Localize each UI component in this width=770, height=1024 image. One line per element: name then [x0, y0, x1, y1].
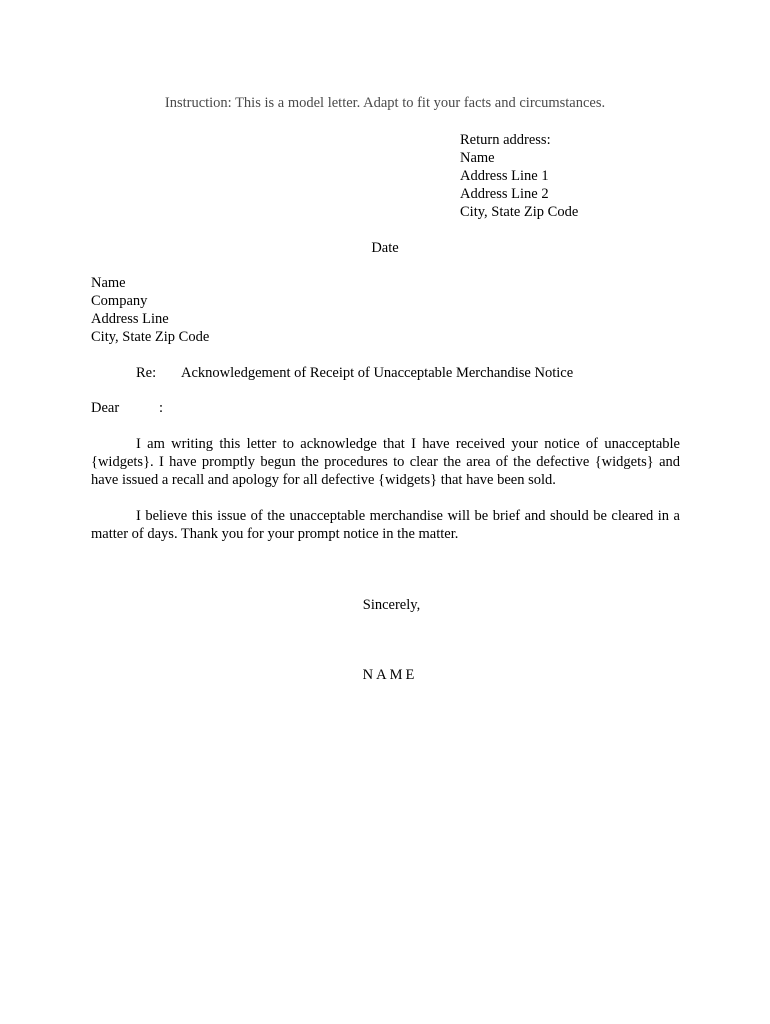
return-address-line-2: Address Line 2: [460, 186, 549, 202]
return-address-city-state-zip: City, State Zip Code: [460, 204, 579, 220]
return-address-block: [460, 131, 578, 221]
re-label: Re:: [136, 365, 157, 381]
letter-date: Date: [371, 240, 399, 256]
re-subject: Acknowledgement of Receipt of Unacceptable Merchandise Notice: [181, 365, 574, 381]
instruction-note: Instruction: This is a model letter. Adapt to fit your facts and circumstances.: [164, 95, 606, 111]
body-paragraph-2: I believe this issue of the unacceptable merchandise will be brief and should be cleared in a matter of days. Thank you for your prompt notice in the matter.: [91, 508, 680, 542]
salutation-colon: :: [159, 400, 164, 416]
return-address-name: Name: [460, 150, 495, 166]
body-paragraph-1: I am writing this letter to acknowledge that I have received your notice of unacceptable {widgets}. I have promptly begun the procedures to clear the area of the defective {widgets} and have issued a recall and apology for all defective {widgets} that have been sold.: [91, 436, 680, 488]
recipient-city-state-zip: City, State Zip Code: [91, 329, 210, 345]
return-address-label: Return address:: [460, 132, 551, 148]
salutation: Dear: [91, 400, 120, 416]
recipient-address-block: [91, 274, 209, 346]
recipient-address-line: Address Line: [91, 311, 169, 327]
recipient-company: Company: [91, 293, 148, 309]
closing: Sincerely,: [362, 597, 421, 613]
recipient-name: Name: [91, 275, 126, 291]
return-address-line-1: Address Line 1: [460, 168, 549, 184]
signature-name: NAME: [362, 667, 418, 683]
